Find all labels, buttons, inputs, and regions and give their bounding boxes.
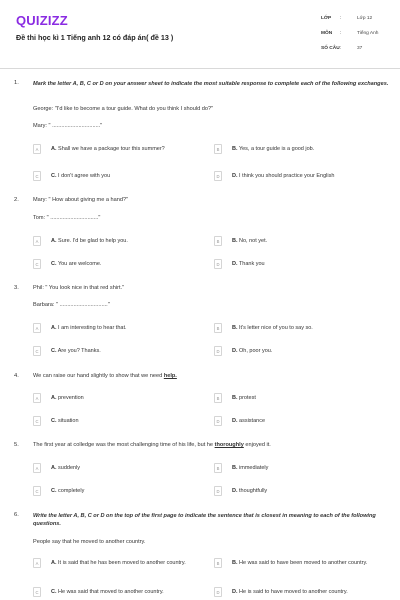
option-a-box[interactable]: A <box>33 463 41 473</box>
option-d-box[interactable]: D <box>214 587 222 597</box>
question-number: 6. <box>14 512 19 518</box>
option-c-box[interactable]: C <box>33 259 41 269</box>
option-c-box[interactable]: C <box>33 171 41 181</box>
question-instruction: Mark the letter A, B, C or D on your answer sheet to indicate the most suitable response to complete each of the following exchanges. <box>33 81 389 87</box>
question-context: Mary: " How about giving me a hand?" <box>33 197 129 203</box>
question-context: People say that he moved to another country. <box>33 539 146 545</box>
option-b-box[interactable]: B <box>214 236 222 246</box>
option-d-box[interactable]: D <box>214 346 222 356</box>
meta-count-key: SỐ CÂU <box>321 46 340 51</box>
option-b-box[interactable]: B <box>214 323 222 333</box>
question-blank-line: Barbara: " ..............................." <box>33 302 110 308</box>
option-c-box[interactable]: C <box>33 587 41 597</box>
meta-count-value: 37 <box>357 46 363 51</box>
question-context: Phil: " You look nice in that red shirt." <box>33 285 125 291</box>
option-a-box[interactable]: A <box>33 558 41 568</box>
underlined-word: thoroughly <box>214 442 244 448</box>
meta-grade-key: LỚP <box>321 16 332 21</box>
option-c-box[interactable]: C <box>33 346 41 356</box>
question-context: George: "I'd like to become a tour guide. What do you think I should do?" <box>33 106 214 112</box>
worksheet-title: Đề thi học kì 1 Tiếng anh 12 có đáp án( đề 13 ) <box>16 33 174 42</box>
header-divider <box>0 68 400 69</box>
option-a-box[interactable]: A <box>33 236 41 246</box>
question-instruction: Write the letter A, B, C or D on the top of the first page to indicate the sentence that is closest in meaning to each of the following questions. <box>33 513 376 528</box>
option-a-box[interactable]: A <box>33 323 41 333</box>
option-b-box[interactable]: B <box>214 558 222 568</box>
worksheet-header: QUIZIZZ Đề thi học kì 1 Tiếng anh 12 có đáp án( đề 13 ) LỚP : Lớp 12 MÔN : Tiếng Anh SỐ CÂU : 37 <box>16 13 379 51</box>
option-a-box[interactable]: A <box>33 393 41 403</box>
option-c-box[interactable]: C <box>33 486 41 496</box>
question-blank-line: Tom: " ..............................." <box>33 215 101 221</box>
question-number: 5. <box>14 442 19 448</box>
question-number: 3. <box>14 285 19 291</box>
option-d-box[interactable]: D <box>214 486 222 496</box>
option-a-box[interactable]: A <box>33 144 41 154</box>
meta-grade-value: Lớp 12 <box>357 16 373 21</box>
question-number: 2. <box>14 197 19 203</box>
underlined-word: help. <box>163 373 177 379</box>
option-d-box[interactable]: D <box>214 259 222 269</box>
option-d-box[interactable]: D <box>214 416 222 426</box>
quizizz-logo: QUIZIZZ <box>16 13 68 28</box>
option-b-box[interactable]: B <box>214 393 222 403</box>
option-d-box[interactable]: D <box>214 171 222 181</box>
option-b-box[interactable]: B <box>214 463 222 473</box>
question-text: The first year at colledge was the most challenging time of his life, but he thoroughly enjoyed it. <box>33 442 271 448</box>
option-b-box[interactable]: B <box>214 144 222 154</box>
meta-subject-value: Tiếng Anh <box>357 31 379 36</box>
question-blank-line: Mary: " ..............................." <box>33 123 103 129</box>
question-number: 4. <box>14 373 19 379</box>
question-number: 1. <box>14 80 19 86</box>
question-text: We can raise our hand slightly to show that we need help. <box>33 373 177 379</box>
option-c-box[interactable]: C <box>33 416 41 426</box>
meta-subject-key: MÔN <box>321 31 333 36</box>
